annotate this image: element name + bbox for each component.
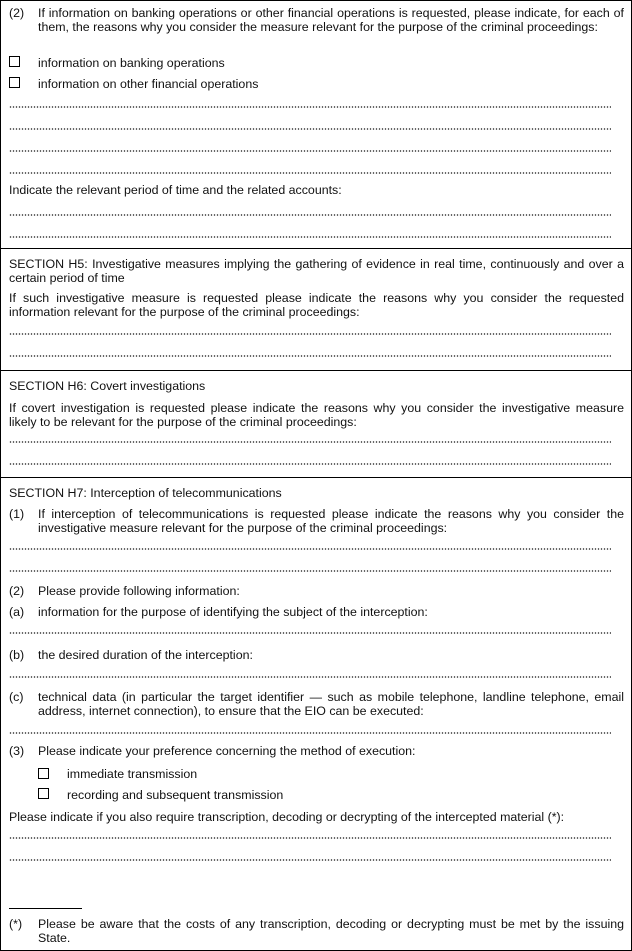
section-title: SECTION H5: Investigative measures implying the gathering of evidence in real time, continuously and over a certain period of time bbox=[9, 257, 624, 285]
section-title: SECTION H7: Interception of telecommunications bbox=[9, 486, 282, 500]
item-number: (2) bbox=[9, 6, 25, 20]
answer-line[interactable] bbox=[9, 333, 611, 335]
checkbox-label: information on other financial operations bbox=[38, 77, 259, 91]
transcription-prompt: Please indicate if you also require transcription, decoding or decrypting of the intercepted material (*): bbox=[9, 810, 565, 824]
answer-line[interactable] bbox=[9, 463, 611, 465]
item-number: (1) bbox=[9, 507, 25, 521]
footnote-mark: (*) bbox=[9, 917, 23, 931]
provide-info-text: Please provide following information: bbox=[38, 584, 240, 598]
section-title: SECTION H6: Covert investigations bbox=[9, 379, 206, 393]
answer-line[interactable] bbox=[9, 859, 611, 861]
duration-text: the desired duration of the interception: bbox=[38, 648, 253, 662]
answer-line[interactable] bbox=[9, 128, 611, 130]
section-prompt: If such investigative measure is requested please indicate the reasons why you consider the requested information relevant for the purpose of the criminal proceedings: bbox=[9, 291, 624, 319]
answer-line[interactable] bbox=[9, 837, 611, 839]
financial-reasons-text: If information on banking operations or other financial operations is requested, please indicate, for each of them, the reasons why you consider the measure relevant for the purpose of the criminal proceedings: bbox=[38, 6, 624, 34]
answer-line[interactable] bbox=[9, 214, 611, 216]
answer-line[interactable] bbox=[9, 441, 611, 443]
checkbox-label: immediate transmission bbox=[67, 767, 198, 781]
answer-line[interactable] bbox=[9, 632, 611, 634]
answer-line[interactable] bbox=[9, 172, 611, 174]
answer-line[interactable] bbox=[9, 570, 611, 572]
item-number: (3) bbox=[9, 744, 25, 758]
answer-line[interactable] bbox=[9, 236, 611, 238]
checkbox-immediate-transmission[interactable] bbox=[38, 768, 49, 779]
section-h7 bbox=[1, 477, 631, 945]
answer-line[interactable] bbox=[9, 106, 611, 108]
execution-method-text: Please indicate your preference concerning the method of execution: bbox=[38, 744, 416, 758]
checkbox-label: information on banking operations bbox=[38, 56, 225, 70]
answer-line[interactable] bbox=[9, 150, 611, 152]
answer-line[interactable] bbox=[9, 548, 611, 550]
checkbox-label: recording and subsequent transmission bbox=[67, 788, 284, 802]
answer-line[interactable] bbox=[9, 355, 611, 357]
answer-line[interactable] bbox=[9, 676, 611, 678]
checkbox-other-financial[interactable] bbox=[9, 77, 20, 88]
technical-data-text: technical data (in particular the target identifier — such as mobile telephone, landline telephone, email address, internet connection), to ensure that the EIO can be executed: bbox=[38, 690, 624, 718]
checkbox-banking-operations[interactable] bbox=[9, 56, 20, 67]
footnote-divider bbox=[9, 908, 82, 909]
footnote-text: Please be aware that the costs of any transcription, decoding or decrypting must be met by the issuing State. bbox=[38, 917, 624, 945]
period-prompt: Indicate the relevant period of time and the related accounts: bbox=[9, 183, 342, 197]
section-h5 bbox=[1, 248, 631, 319]
subject-identification-text: information for the purpose of identifying the subject of the interception: bbox=[38, 605, 428, 619]
answer-line[interactable] bbox=[9, 732, 611, 734]
interception-reasons-text: If interception of telecommunications is requested please indicate the reasons why you consider the investigative measure relevant for the purpose of the criminal proceedings: bbox=[38, 507, 624, 535]
section-h6 bbox=[1, 370, 631, 429]
item-number: (2) bbox=[9, 584, 25, 598]
checkbox-recording-transmission[interactable] bbox=[38, 788, 49, 799]
item-letter: (a) bbox=[9, 605, 25, 619]
item-letter: (b) bbox=[9, 648, 25, 662]
section-prompt: If covert investigation is requested please indicate the reasons why you consider the investigative measure likely to be relevant for the purpose of the criminal proceedings: bbox=[9, 401, 624, 429]
item-letter: (c) bbox=[9, 690, 24, 704]
